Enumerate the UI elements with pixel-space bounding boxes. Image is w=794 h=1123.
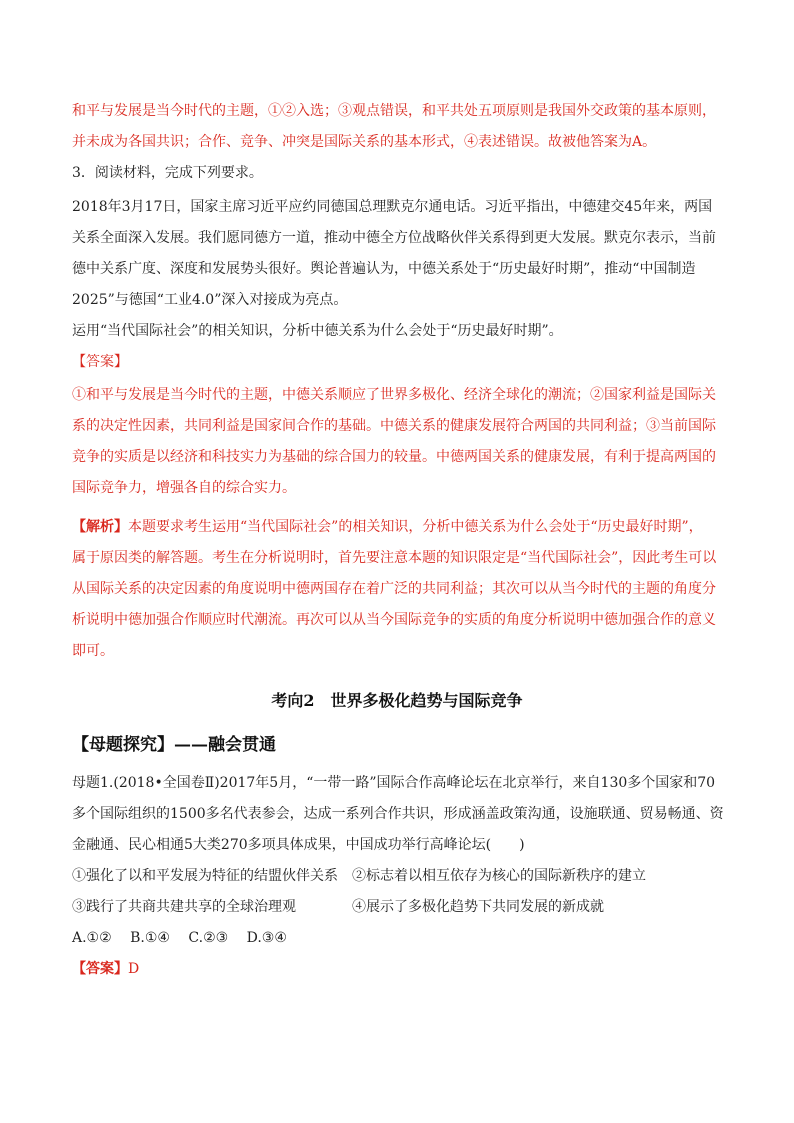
option-1: ①强化了以和平发展为特征的结盟伙伴关系 bbox=[72, 868, 338, 884]
answer-line: 国际竞争力，增强各自的综合实力。 bbox=[72, 480, 296, 496]
answer-line: ①和平与发展是当今时代的主题，中德关系顺应了世界多极化、经济全球化的潮流；②国家利益是国际关 bbox=[72, 387, 716, 403]
analysis-line bbox=[72, 512, 726, 543]
material-line: 2018年3月17日，国家主席习近平应约同德国总理默克尔通电话。习近平指出，中德建交45年来，两国 bbox=[72, 199, 713, 215]
analysis-line: 属于原因类的解答题。考生在分析说明时，首先要注意本题的知识限定是“当代国际社会”，因此考生可以 bbox=[72, 550, 717, 566]
answer-label: 【答案】 bbox=[72, 354, 128, 370]
analysis-text: 本题要求考生运用“当代国际社会”的相关知识，分析中德关系为什么会处于“历史最好时期”， bbox=[128, 519, 703, 535]
answer-line: 系的决定性因素，共同利益是国家间合作的基础。中德关系的健康发展符合两国的共同利益；③当前国际 bbox=[72, 418, 716, 434]
stem-line: 金融通、民心相通5大类270多项具体成果，中国成功举行高峰论坛( ) bbox=[72, 837, 525, 853]
answer-value: D bbox=[128, 961, 140, 977]
option-2: ②标志着以相互依存为核心的国际新秩序的建立 bbox=[352, 868, 646, 884]
question-3-answer bbox=[72, 380, 726, 504]
question-3 bbox=[72, 158, 726, 189]
option-3: ③践行了共商共建共享的全球治理观 bbox=[72, 899, 296, 915]
question-text: 运用“当代国际社会”的相关知识，分析中德关系为什么会处于“历史最好时期”。 bbox=[72, 323, 563, 339]
material-line: 关系全面深入发展。我们愿同德方一道，推动中德全方位战略伙伴关系得到更大发展。默克尔表示，当前 bbox=[72, 230, 716, 246]
analysis-line: 析说明中德加强合作顺应时代潮流。再次可以从当今国际竞争的实质的角度分析说明中德加强合作的意义 bbox=[72, 612, 716, 628]
question-prompt: 3．阅读材料，完成下列要求。 bbox=[72, 165, 263, 181]
analysis-label: 【解析】 bbox=[72, 519, 128, 535]
answer-choices: A.①② B.①④ C.②③ D.③④ bbox=[72, 930, 287, 946]
mother-question bbox=[72, 768, 726, 985]
analysis-line: 即可。 bbox=[72, 643, 114, 659]
answer-line: 竞争的实质是以经济和科技实力为基础的综合国力的较量。中德两国关系的健康发展，有利于提高两国的 bbox=[72, 449, 716, 465]
explore-heading: 【母题探究】——融会贯通 bbox=[72, 735, 276, 755]
answer-label: 【答案】 bbox=[72, 961, 128, 977]
answer-line bbox=[72, 954, 726, 985]
option-4: ④展示了多极化趋势下共同发展的新成就 bbox=[352, 899, 604, 915]
material-line: 德中关系广度、深度和发展势头很好。舆论普遍认为，中德关系处于“历史最好时期”，推动“中国制造 bbox=[72, 261, 696, 277]
stem-line: 母题1.(2018•全国卷Ⅱ)2017年5月，“一带一路”国际合作高峰论坛在北京举行，来自130多个国家和70 bbox=[72, 775, 716, 791]
material-line: 2025”与德国“工业4.0”深入对接成为亮点。 bbox=[72, 292, 348, 308]
analysis-line: 从国际关系的决定因素的角度说明中德两国存在着广泛的共同利益；其次可以从当今时代的主题的角度分 bbox=[72, 581, 716, 597]
question-3-analysis bbox=[72, 512, 726, 667]
stem-line: 多个国际组织的1500多名代表参会，达成一系列合作共识，形成涵盖政策沟通，设施联通、贸易畅通、资 bbox=[72, 806, 724, 822]
previous-analysis-tail bbox=[72, 96, 726, 158]
analysis-line: 并未成为各国共识；合作、竞争、冲突是国际关系的基本形式，④表述错误。故被他答案为A。 bbox=[72, 134, 657, 150]
analysis-line: 和平与发展是当今时代的主题，①②入选；③观点错误，和平共处五项原则是我国外交政策的基本原则， bbox=[72, 103, 716, 119]
options-row-2 bbox=[72, 892, 726, 923]
question-3-material bbox=[72, 192, 726, 378]
options-row-1 bbox=[72, 861, 726, 892]
section-title: 考向2 世界多极化趋势与国际竞争 bbox=[271, 691, 523, 710]
